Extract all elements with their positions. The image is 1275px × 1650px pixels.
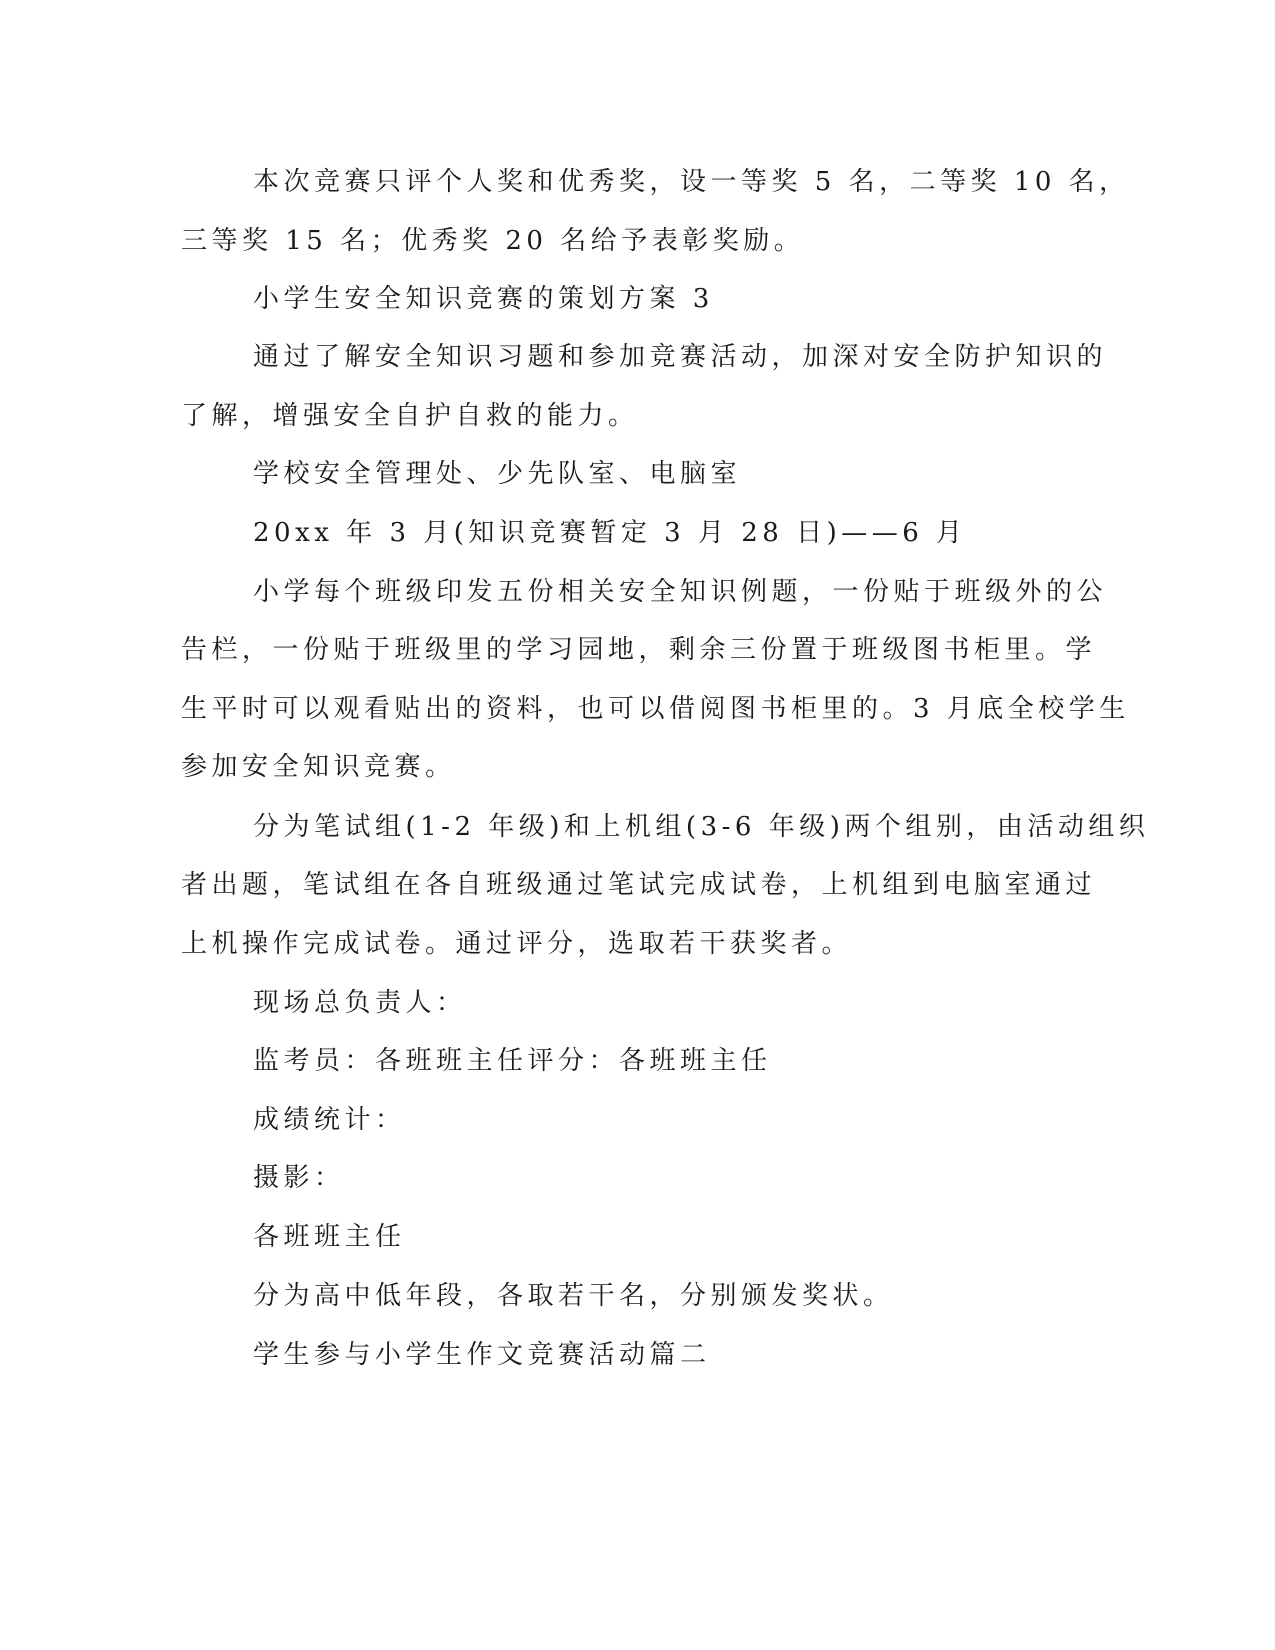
text-line: 成绩统计： [253, 1105, 406, 1135]
section-heading: 小学生安全知识竞赛的策划方案 3 [253, 284, 714, 314]
text-line: 通过了解安全知识习题和参加竞赛活动，加深对安全防护知识的 [253, 342, 1108, 372]
text-line: 者出题，笔试组在各自班级通过笔试完成试卷，上机组到电脑室通过 [181, 870, 1097, 900]
text-line: 生平时可以观看贴出的资料，也可以借阅图书柜里的。3 月底全校学生 [181, 694, 1130, 724]
text-line: 摄影： [253, 1163, 345, 1193]
text-line: 上机操作完成试卷。通过评分，选取若干获奖者。 [181, 929, 853, 959]
text-line: 分为笔试组(1-2 年级)和上机组(3-6 年级)两个组别，由活动组织 [253, 812, 1150, 842]
text-line: 各班班主任 [253, 1222, 406, 1252]
text-line: 分为高中低年段，各取若干名，分别颁发奖状。 [253, 1281, 894, 1311]
text-line: 现场总负责人： [253, 988, 467, 1018]
section-heading: 学生参与小学生作文竞赛活动篇二 [253, 1340, 711, 1370]
text-line: 学校安全管理处、少先队室、电脑室 [253, 459, 742, 489]
text-line: 参加安全知识竞赛。 [181, 752, 456, 782]
text-line: 小学每个班级印发五份相关安全知识例题，一份贴于班级外的公 [253, 577, 1108, 607]
text-line: 监考员：各班班主任评分：各班班主任 [253, 1046, 772, 1076]
text-line: 了解，增强安全自护自救的能力。 [181, 401, 639, 431]
text-line: 告栏，一份贴于班级里的学习园地，剩余三份置于班级图书柜里。学 [181, 635, 1097, 665]
text-line: 20xx 年 3 月(知识竞赛暂定 3 月 28 日)——6 月 [253, 518, 967, 548]
text-line: 三等奖 15 名；优秀奖 20 名给予表彰奖励。 [181, 226, 805, 256]
text-line: 本次竞赛只评个人奖和优秀奖，设一等奖 5 名，二等奖 10 名， [253, 167, 1130, 197]
